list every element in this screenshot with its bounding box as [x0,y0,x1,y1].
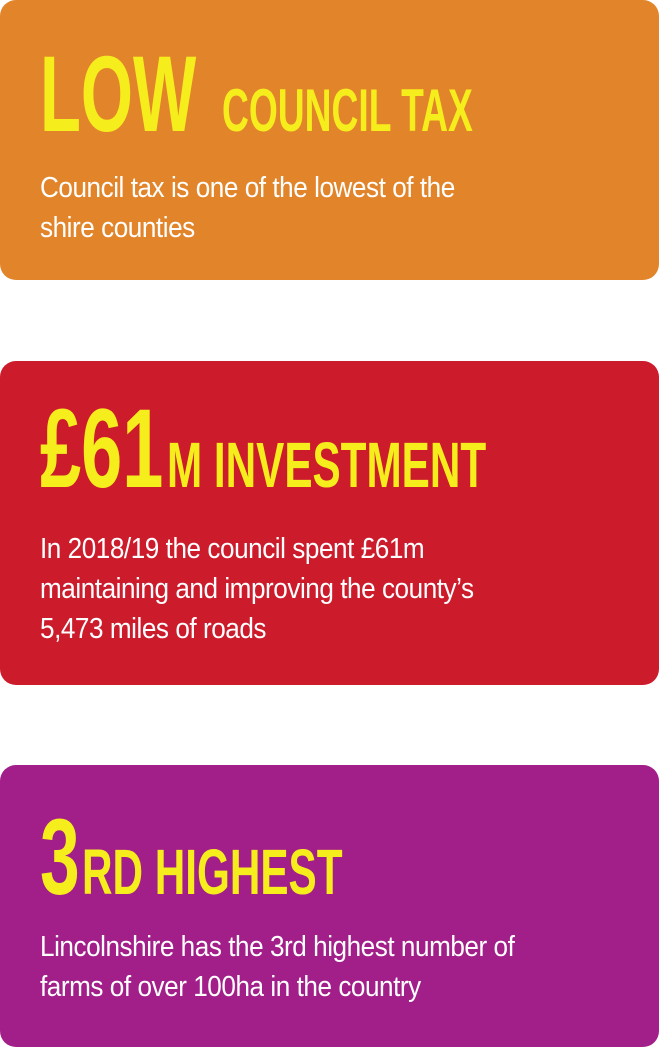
fact-card-council-tax [0,0,659,280]
description-line: maintaining and improving the county’s [40,573,474,605]
headline-highlight: £61 [40,386,164,511]
description-line: Council tax is one of the lowest of the [40,172,455,204]
card-headline [40,796,477,917]
headline-subject: RD HIGHEST [82,836,343,908]
headline-highlight: 3 [40,796,80,917]
description-line: 5,473 miles of roads [40,613,267,645]
description-line: Lincolnshire has the 3rd highest number of [40,931,515,963]
card-headline [40,33,626,154]
description-line: shire counties [40,212,195,244]
card-headline [40,386,650,511]
headline-highlight: LOW [40,33,197,154]
headline-subject: COUNCIL TAX [221,77,473,144]
card-description [40,927,598,1007]
fact-card-farms [0,765,659,1047]
card-description [40,168,598,248]
description-line: farms of over 100ha in the country [40,971,421,1003]
headline-subject: M INVESTMENT [166,429,487,501]
description-line: In 2018/19 the council spent £61m [40,533,425,565]
fact-card-investment [0,361,659,685]
card-description [40,529,598,649]
